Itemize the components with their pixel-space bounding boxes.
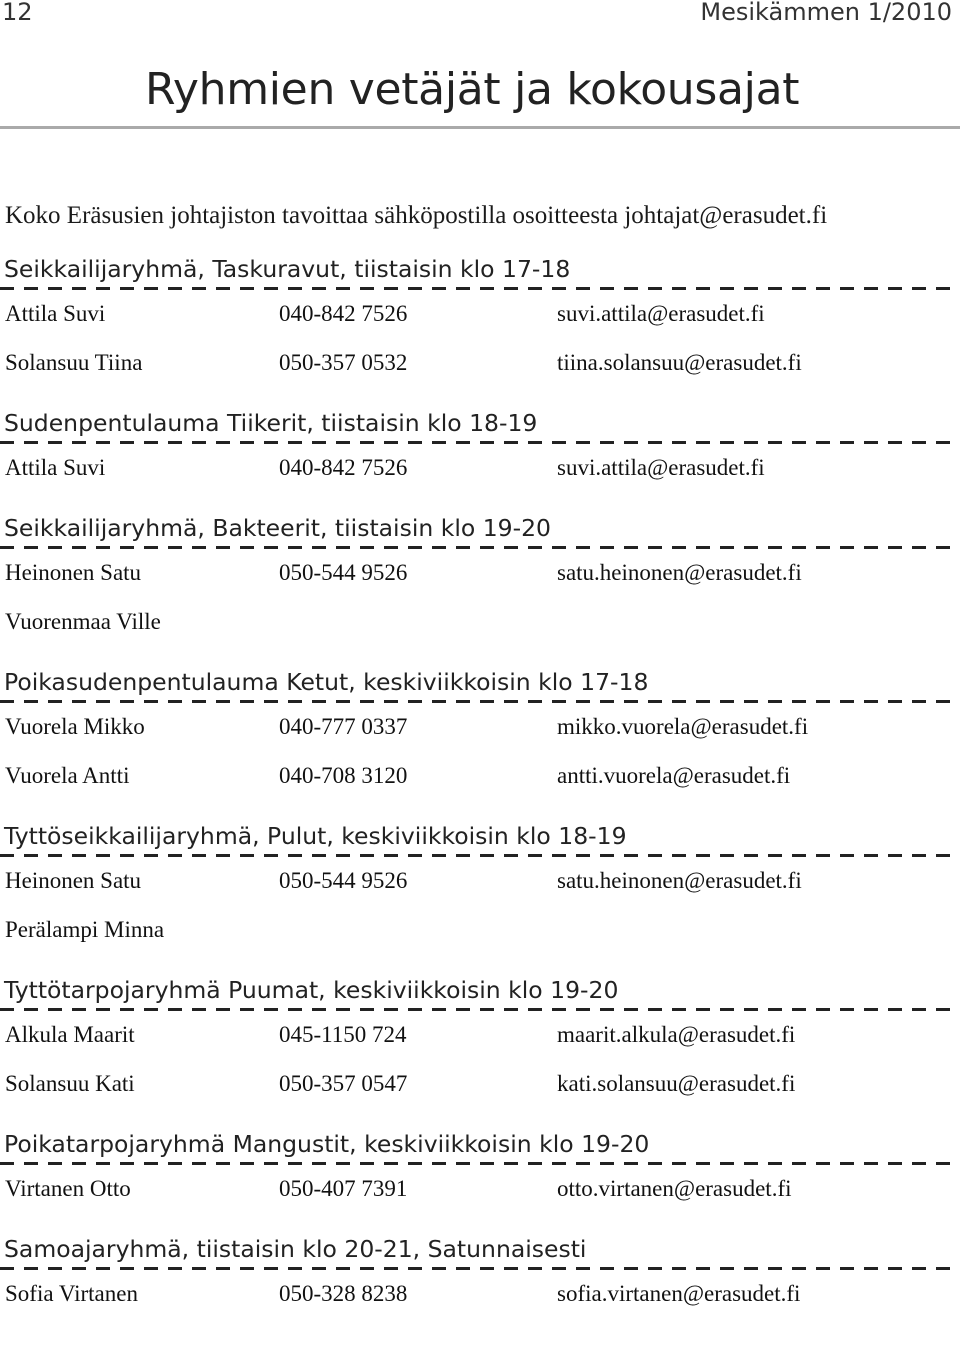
- page-title: Ryhmien vetäjät ja kokousajat: [145, 64, 800, 115]
- dashed-divider: [0, 441, 960, 444]
- contact-phone: 040-777 0337: [279, 714, 408, 739]
- contact-email[interactable]: tiina.solansuu@erasudet.fi: [557, 350, 802, 375]
- group-section: [0, 405, 960, 498]
- contact-email[interactable]: kati.solansuu@erasudet.fi: [557, 1071, 796, 1096]
- contact-phone: 040-708 3120: [279, 763, 408, 788]
- issue-label: Mesikämmen 1/2010: [700, 0, 952, 26]
- dashed-divider: [0, 1162, 960, 1165]
- group-heading: Poikatarpojaryhmä Mangustit, keskiviikkoisin klo 19-20: [4, 1130, 650, 1158]
- contact-phone: 050-328 8238: [279, 1281, 408, 1306]
- contact-email[interactable]: mikko.vuorela@erasudet.fi: [557, 714, 809, 739]
- contact-email[interactable]: otto.virtanen@erasudet.fi: [557, 1176, 792, 1201]
- dashed-divider: [0, 1267, 960, 1270]
- group-section: [0, 818, 960, 960]
- dashed-divider: [0, 854, 960, 857]
- contact-name: Vuorela Antti: [5, 763, 130, 788]
- contact-row: [0, 603, 960, 652]
- contact-name: Heinonen Satu: [5, 868, 142, 893]
- group-heading: Poikasudenpentulauma Ketut, keskiviikkoisin klo 17-18: [4, 668, 649, 696]
- group-list: [0, 251, 960, 1324]
- group-heading: Tyttöseikkailijaryhmä, Pulut, keskiviikkoisin klo 18-19: [4, 822, 627, 850]
- contact-name: Perälampi Minna: [5, 917, 165, 942]
- contact-row: [0, 757, 960, 806]
- contact-phone: 050-357 0532: [279, 350, 408, 375]
- contact-name: Attila Suvi: [5, 455, 106, 480]
- contact-row: [0, 1275, 960, 1324]
- contact-name: Vuorela Mikko: [5, 714, 145, 739]
- contact-name: Sofia Virtanen: [5, 1281, 138, 1306]
- contact-name: Solansuu Kati: [5, 1071, 135, 1096]
- title-divider: [0, 126, 960, 129]
- contact-row: [0, 344, 960, 393]
- group-section: [0, 251, 960, 393]
- contact-email[interactable]: suvi.attila@erasudet.fi: [557, 301, 765, 326]
- contact-email[interactable]: satu.heinonen@erasudet.fi: [557, 560, 802, 585]
- contact-phone: 040-842 7526: [279, 455, 408, 480]
- group-heading: Seikkailijaryhmä, Bakteerit, tiistaisin klo 19-20: [4, 514, 551, 542]
- contact-email[interactable]: suvi.attila@erasudet.fi: [557, 455, 765, 480]
- contact-row: [0, 1170, 960, 1219]
- contact-row: [0, 1065, 960, 1114]
- contact-row: [0, 708, 960, 757]
- group-section: [0, 510, 960, 652]
- dashed-divider: [0, 287, 960, 290]
- contact-phone: 050-407 7391: [279, 1176, 408, 1201]
- contact-email[interactable]: antti.vuorela@erasudet.fi: [557, 763, 791, 788]
- contact-row: [0, 295, 960, 344]
- dashed-divider: [0, 1008, 960, 1011]
- group-heading: Samoajaryhmä, tiistaisin klo 20-21, Satunnaisesti: [4, 1235, 587, 1263]
- intro-text: Koko Eräsusien johtajiston tavoittaa sähköpostilla osoitteesta johtajat@erasudet.fi: [5, 202, 828, 229]
- group-section: [0, 972, 960, 1114]
- contact-email[interactable]: sofia.virtanen@erasudet.fi: [557, 1281, 801, 1306]
- contact-row: [0, 554, 960, 603]
- contact-row: [0, 911, 960, 960]
- contact-name: Solansuu Tiina: [5, 350, 143, 375]
- contact-email[interactable]: satu.heinonen@erasudet.fi: [557, 868, 802, 893]
- page-number: 12: [2, 0, 33, 26]
- contact-phone: 050-357 0547: [279, 1071, 408, 1096]
- contact-phone: 040-842 7526: [279, 301, 408, 326]
- contact-phone: 045-1150 724: [279, 1022, 407, 1047]
- group-heading: Seikkailijaryhmä, Taskuravut, tiistaisin klo 17-18: [4, 255, 571, 283]
- contact-email[interactable]: maarit.alkula@erasudet.fi: [557, 1022, 796, 1047]
- group-heading: Tyttötarpojaryhmä Puumat, keskiviikkoisin klo 19-20: [4, 976, 619, 1004]
- dashed-divider: [0, 700, 960, 703]
- contact-row: [0, 449, 960, 498]
- group-heading: Sudenpentulauma Tiikerit, tiistaisin klo 18-19: [4, 409, 538, 437]
- contact-row: [0, 862, 960, 911]
- dashed-divider: [0, 546, 960, 549]
- contact-name: Attila Suvi: [5, 301, 106, 326]
- contact-phone: 050-544 9526: [279, 868, 408, 893]
- contact-name: Vuorenmaa Ville: [5, 609, 161, 634]
- contact-phone: 050-544 9526: [279, 560, 408, 585]
- group-section: [0, 664, 960, 806]
- contact-name: Virtanen Otto: [5, 1176, 131, 1201]
- contact-row: [0, 1016, 960, 1065]
- contact-name: Alkula Maarit: [5, 1022, 135, 1047]
- contact-name: Heinonen Satu: [5, 560, 142, 585]
- group-section: [0, 1126, 960, 1219]
- group-section: [0, 1231, 960, 1324]
